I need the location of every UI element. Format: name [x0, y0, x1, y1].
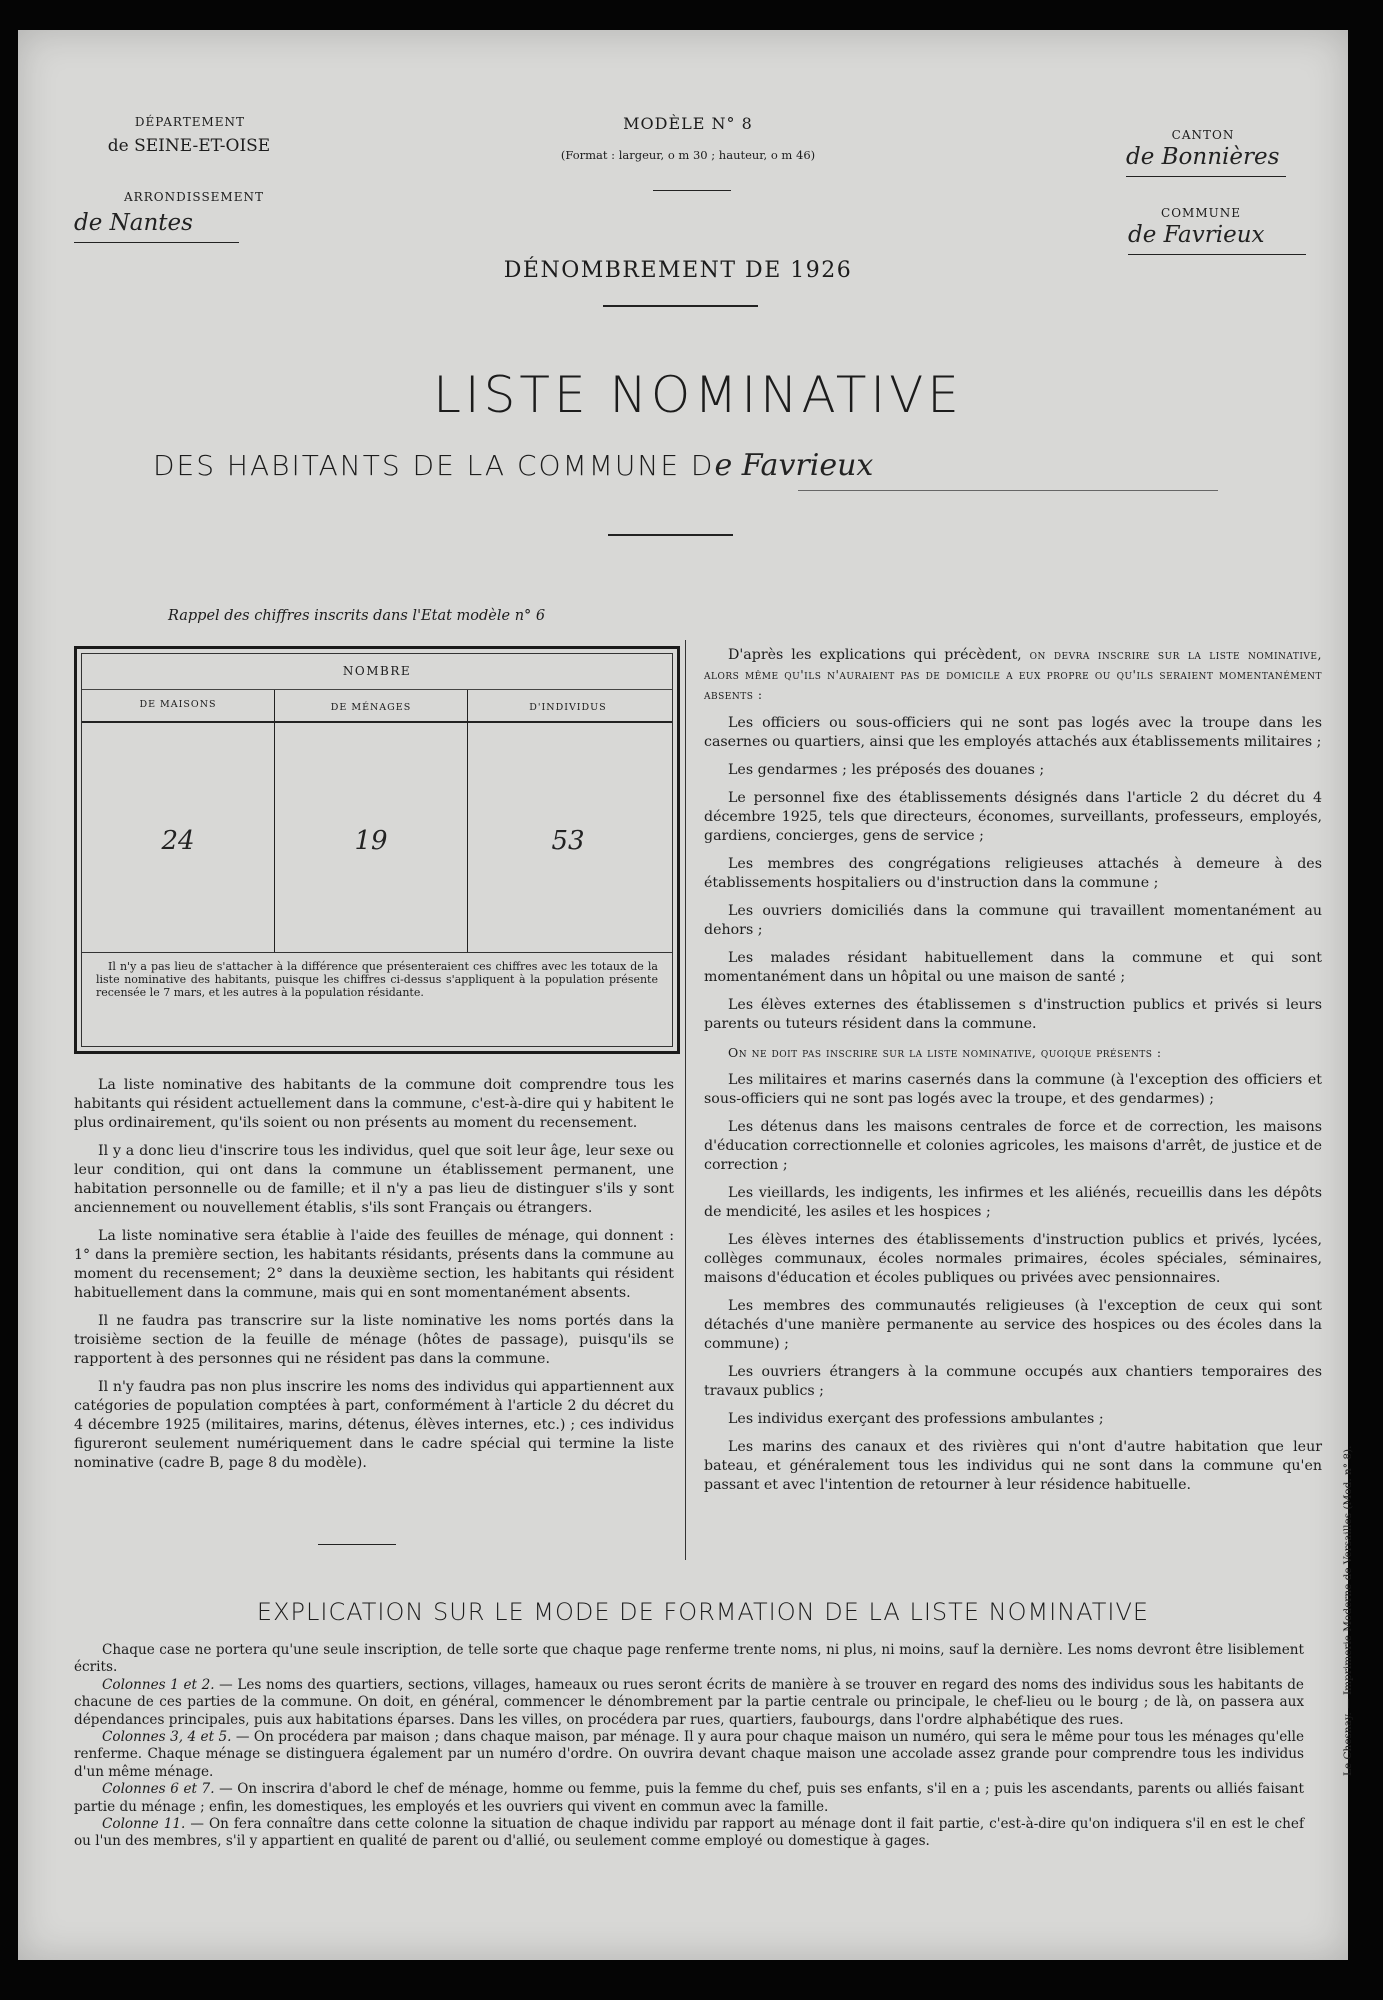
right-paragraph: Les élèves internes des établissements d'instruction publics et privés, lycées, collèges communaux, écoles normales primaires, écoles spéciales, séminaires, maisons d'éducation et écoles publiques ou privées avec pensionnaires.: [704, 1232, 1322, 1286]
arrondissement-value: de Nantes: [74, 210, 193, 236]
left-paragraph: Il ne faudra pas transcrire sur la liste nominative les noms portés dans la troisième section de la feuille de ménage (hôtes de passage), puisqu'ils se rapportent à des personnes qui ne résident pas dans la commune.: [74, 1313, 674, 1367]
rappel-col-sep-2: [467, 690, 468, 952]
departement-value: de SEINE-ET-OISE: [107, 136, 271, 156]
explication-title: EXPLICATION SUR LE MODE DE FORMATION DE LA LISTE NOMINATIVE: [256, 1598, 1150, 1626]
printer-imprint: Le Chesnay. — Imprimerie Moderne de Versailles (Mod. n° 8).: [1342, 1445, 1354, 1776]
explication-text: — On inscrira d'abord le chef de ménage, homme ou femme, puis la femme du chef, puis ses enfants, s'il en a ; puis les ascendants, parents ou alliés faisant partie du ménage ; enfin, les domestiques, les employés et les ouvriers qui vivent en commun avec la famille.: [74, 1781, 1304, 1815]
census-form-page: [18, 30, 1354, 1960]
arrondissement-underline: [74, 242, 239, 243]
right-paragraph: Les ouvriers étrangers à la commune occupés aux chantiers temporaires des travaux publics ;: [704, 1364, 1322, 1399]
right-paragraph: Les membres des communautés religieuses (à l'exception de ceux qui sont détachés d'une manière permanente au service des hospices ou des écoles dans la commune) ;: [704, 1298, 1322, 1352]
rappel-caption: Rappel des chiffres inscrits dans l'Etat modèle n° 6: [168, 608, 546, 624]
subtitle-underline: [798, 490, 1218, 491]
left-paragraph: La liste nominative des habitants de la commune doit comprendre tous les habitants qui résident actuellement dans la commune, c'est-à-dire qui y habitent le plus ordinairement, qu'ils soient ou non présents au moment du recensement.: [74, 1077, 674, 1131]
rappel-subheader-line: [82, 721, 672, 723]
explication-body: [74, 1642, 1304, 1851]
left-paragraph: Il y a donc lieu d'inscrire tous les individus, quel que soit leur âge, leur sexe ou leur condition, qui ont dans la commune un établissement permanent, une habitation personnelle ou de famille; et il n'y a pas lieu de distinguer s'ils y sont anciennement ou nouvellement établis, s'ils sont Français ou étrangers.: [74, 1143, 674, 1216]
right-paragraph: Les gendarmes ; les préposés des douanes ;: [728, 762, 1045, 778]
denombrement-heading: DÉNOMBREMENT DE 1926: [503, 258, 853, 283]
rappel-box: [74, 646, 680, 1054]
right-paragraph: Les ouvriers domiciliés dans la commune qui travaillent momentanément au dehors ;: [704, 903, 1322, 938]
explication-label: Colonnes 3, 4 et 5.: [102, 1729, 232, 1746]
right-paragraph: Le personnel fixe des établissements désignés dans l'article 2 du décret du 4 décembre 1925, tels que directeurs, économes, surveillants, professeurs, employés, gardiens, concierges, gens de service ;: [704, 790, 1322, 844]
explication-text: — Les noms des quartiers, sections, villages, hameaux ou rues seront écrits de manière à se trouver en regard des noms des individus sous les habitants de chacune de ces parties de la commune. On doit, en général, commencer le dénombrement par la partie centrale ou principale, le chef-lieu ou le bourg ; de là, on passera aux dépendances principales, puis aux habitations éparses. Dans les villes, on procédera par rues, quartiers, faubourgs, dans l'ordre alphabétique des rues.: [74, 1676, 1304, 1728]
right-paragraph: Les officiers ou sous-officiers qui ne sont pas logés avec la troupe dans les casernes ou quartiers, ainsi que les employés attachés aux établissements militaires ;: [704, 715, 1322, 750]
explication-paragraph: [74, 1729, 1304, 1781]
subtitle-commune-handwritten: e Favrieux: [714, 448, 874, 483]
right-paragraph: Les membres des congrégations religieuses attachés à demeure à des établissements hospitaliers ou d'instruction dans la commune ;: [704, 856, 1322, 891]
modele-label: MODÈLE N° 8: [623, 114, 753, 133]
rappel-col-sep-1: [274, 690, 275, 952]
left-paragraph: La liste nominative sera établie à l'aide des feuilles de ménage, qui donnent : 1° dans la première section, les habitants résidants, présents dans la commune au moment du recensement; 2° dans la deuxième section, les habitants qui résident habituellement dans la commune, mais qui en sont momentanément absents.: [74, 1228, 674, 1301]
main-title: LISTE NOMINATIVE: [433, 366, 963, 424]
explication-label: Colonnes 6 et 7.: [102, 1781, 215, 1798]
arrondissement-label: ARRONDISSEMENT: [124, 190, 264, 204]
rappel-value-individus: 53: [551, 826, 585, 856]
departement-label: DÉPARTEMENT: [134, 115, 246, 129]
rappel-col-menages: DE MÉNAGES: [330, 702, 412, 713]
commune-value: de Favrieux: [1128, 222, 1265, 248]
right-paragraph: Les militaires et marins casernés dans la commune (à l'exception des officiers et sous-officiers qui ne sont pas logés avec la troupe, et des gendarmes) ;: [704, 1072, 1322, 1107]
commune-underline: [1128, 254, 1306, 255]
rappel-nombre-label: NOMBRE: [342, 664, 412, 678]
denombrement-underline: [603, 305, 758, 307]
rappel-header-line: [82, 689, 672, 690]
right-paragraph: Les marins des canaux et des rivières qui n'ont d'autre habitation que leur bateau, et généralement tous les individus qui ne sont dans la commune qu'en passant et avec l'intention de retourner à leur résidence habituelle.: [704, 1439, 1322, 1493]
left-end-divider: [318, 1544, 396, 1545]
right-column: [704, 645, 1322, 1504]
subtitle: [153, 448, 1253, 483]
explication-label: Colonne 11.: [102, 1816, 186, 1833]
right-middle-heading: On ne doit pas inscrire sur la liste nominative, quoique présents :: [728, 1045, 1162, 1060]
right-intro-caps: on devra inscrire sur la liste nominative, alors même qu'ils n'auraient pas de domicile a eux propre ou qu'ils seraient momentanément absents :: [704, 647, 1322, 702]
explication-text: — On fera connaître dans cette colonne la situation de chaque individu par rapport au ménage dont il fait partie, c'est-à-dire qu'on indiquera s'il en est le chef ou l'un des membres, s'il y appartient en qualité de parent ou d'allié, ou seulement comme employé ou domestique à gages.: [74, 1816, 1304, 1850]
right-intro-text: D'après les explications qui précèdent,: [728, 647, 1030, 663]
explication-paragraph: [74, 1677, 1304, 1729]
title-divider: [608, 534, 733, 536]
canton-value: de Bonnières: [1126, 144, 1280, 170]
rappel-col-maisons: DE MAISONS: [139, 699, 217, 710]
right-paragraph: Les élèves externes des établissemen s d'instruction publics et privés si leurs parents ou tuteurs résident dans la commune.: [704, 997, 1322, 1032]
rappel-inner-frame: [81, 653, 673, 1047]
canton-label: CANTON: [1171, 128, 1235, 142]
modele-divider: [653, 190, 731, 191]
rappel-note: Il n'y a pas lieu de s'attacher à la différence que présenteraient ces chiffres avec les totaux de la liste nominative des habitants, puisque les chiffres ci-dessus s'appliquent à la population présente recensée le 7 mars, et les autres à la population résidante.: [96, 960, 658, 999]
rappel-note-line: [82, 952, 672, 953]
left-paragraph: Il n'y faudra pas non plus inscrire les noms des individus qui appartiennent aux catégories de population comptées à part, conformément à l'article 2 du décret du 4 décembre 1925 (militaires, marins, détenus, élèves internes, etc.) ; ces individus figureront seulement numériquement dans le cadre spécial qui termine la liste nominative (cadre B, page 8 du modèle).: [74, 1379, 674, 1471]
explication-paragraph: [74, 1781, 1304, 1816]
canton-underline: [1126, 176, 1286, 177]
explication-paragraph: [74, 1816, 1304, 1851]
rappel-value-menages: 19: [354, 826, 388, 856]
rappel-value-maisons: 24: [161, 826, 195, 856]
right-paragraph: Les malades résidant habituellement dans la commune et qui sont momentanément dans un hôpital ou une maison de santé ;: [704, 950, 1322, 985]
right-paragraph: Les individus exerçant des professions ambulantes ;: [728, 1411, 1104, 1427]
left-column: [74, 1076, 674, 1482]
column-divider: [685, 640, 686, 1560]
explication-label: Colonnes 1 et 2.: [102, 1676, 215, 1693]
subtitle-printed: DES HABITANTS DE LA COMMUNE D: [153, 449, 715, 482]
explication-paragraph: Chaque case ne portera qu'une seule inscription, de telle sorte que chaque page renferme trente noms, ni plus, ni moins, sauf la dernière. Les noms devront être lisiblement écrits.: [74, 1642, 1304, 1676]
format-note: (Format : largeur, o m 30 ; hauteur, o m 46): [560, 148, 816, 162]
explication-text: — On procédera par maison ; dans chaque maison, par ménage. Il y aura pour chaque maison un numéro, qui sera le même pour tous les ménages qu'elle renferme. Chaque ménage se distinguera également par un numéro d'ordre. On ouvrira devant chaque maison une accolade assez grande pour comprendre tous les individus d'un même ménage.: [74, 1729, 1304, 1780]
right-paragraph: Les détenus dans les maisons centrales de force et de correction, les maisons d'éducation correctionnelle et colonies agricoles, les maisons d'arrêt, de justice et de correction ;: [704, 1119, 1322, 1173]
right-paragraph: Les vieillards, les indigents, les infirmes et les aliénés, recueillis dans les dépôts de mendicité, les asiles et les hospices ;: [704, 1185, 1322, 1220]
rappel-col-individus: D'INDIVIDUS: [529, 702, 607, 713]
right-intro: [704, 645, 1322, 705]
commune-label: COMMUNE: [1161, 206, 1241, 220]
